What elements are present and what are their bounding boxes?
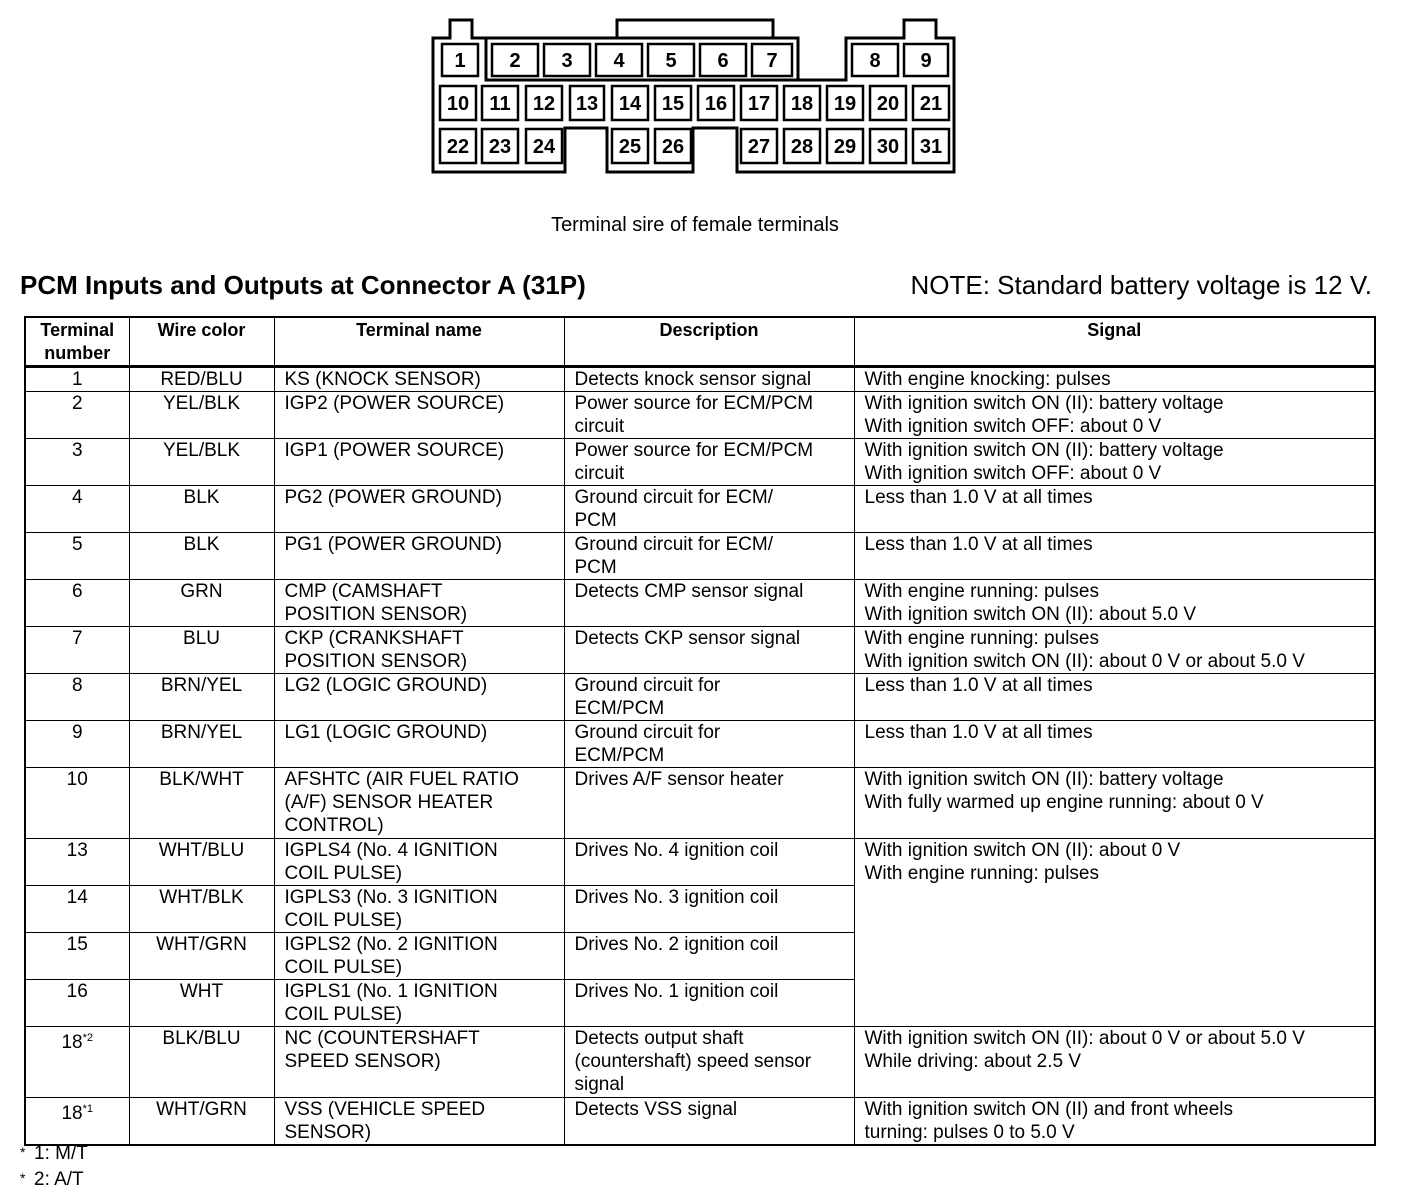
terminal-name-cell: NC (COUNTERSHAFT SPEED SENSOR) — [274, 1027, 564, 1098]
description-cell: Drives No. 1 ignition coil — [564, 980, 854, 1027]
terminal-name-cell: LG2 (LOGIC GROUND) — [274, 674, 564, 721]
pin-label-4: 4 — [613, 50, 625, 72]
terminal-number-cell: 14 — [25, 886, 129, 933]
footnote-1: * 1: M/T — [20, 1143, 88, 1164]
pin-label-26: 26 — [661, 136, 685, 158]
wire-color-cell: BLK — [129, 486, 274, 533]
terminal-name-cell: VSS (VEHICLE SPEED SENSOR) — [274, 1098, 564, 1146]
header-signal: Signal — [854, 317, 1375, 367]
wire-color-cell: YEL/BLK — [129, 392, 274, 439]
wire-color-cell: BRN/YEL — [129, 721, 274, 768]
terminal-number-cell: 9 — [25, 721, 129, 768]
pin-label-24: 24 — [532, 136, 556, 158]
terminal-name-cell: IGPLS4 (No. 4 IGNITION COIL PULSE) — [274, 839, 564, 886]
table-row — [25, 721, 1375, 768]
terminal-number-cell: 2 — [25, 392, 129, 439]
description-cell: Detects VSS signal — [564, 1098, 854, 1146]
terminal-name-cell: IGP1 (POWER SOURCE) — [274, 439, 564, 486]
pin-label-31: 31 — [919, 136, 943, 158]
header-terminal-name: Terminal name — [274, 317, 564, 367]
signal-cell: Less than 1.0 V at all times — [854, 486, 1375, 533]
signal-cell: With ignition switch ON (II): battery voltage With fully warmed up engine running: about 0 V — [854, 768, 1375, 839]
terminal-number-cell: 13 — [25, 839, 129, 886]
header-wire-color: Wire color — [129, 317, 274, 367]
terminal-number-cell: 10 — [25, 768, 129, 839]
wire-color-cell: YEL/BLK — [129, 439, 274, 486]
description-cell: Detects output shaft (countershaft) speed sensor signal — [564, 1027, 854, 1098]
voltage-note: NOTE: Standard battery voltage is 12 V. — [910, 270, 1372, 300]
signal-cell: With ignition switch ON (II): battery voltage With ignition switch OFF: about 0 V — [854, 392, 1375, 439]
table-row — [25, 439, 1375, 486]
terminal-number-cell: 16 — [25, 980, 129, 1027]
connector-key — [617, 20, 773, 38]
table-header-row — [25, 317, 1375, 367]
pin-label-16: 16 — [704, 93, 728, 115]
table-row — [25, 486, 1375, 533]
terminal-name-cell: LG1 (LOGIC GROUND) — [274, 721, 564, 768]
pin-label-11: 11 — [489, 93, 511, 115]
wire-color-cell: BLU — [129, 627, 274, 674]
pin-label-14: 14 — [618, 93, 642, 115]
pin-label-7: 7 — [766, 50, 778, 72]
terminal-name-cell: AFSHTC (AIR FUEL RATIO (A/F) SENSOR HEATER CONTROL) — [274, 768, 564, 839]
wire-color-cell: RED/BLU — [129, 367, 274, 392]
table-row — [25, 1027, 1375, 1098]
terminal-number-cell: 1 — [25, 367, 129, 392]
terminal-name-cell: IGPLS3 (No. 3 IGNITION COIL PULSE) — [274, 886, 564, 933]
wire-color-cell: WHT/GRN — [129, 933, 274, 980]
table-row — [25, 1098, 1375, 1146]
description-cell: Drives No. 2 ignition coil — [564, 933, 854, 980]
table-row — [25, 367, 1375, 392]
pin-label-5: 5 — [665, 50, 677, 72]
terminal-number-cell: 3 — [25, 439, 129, 486]
pin-label-23: 23 — [488, 136, 512, 158]
description-cell: Ground circuit for ECM/ PCM — [564, 486, 854, 533]
terminal-name-cell: KS (KNOCK SENSOR) — [274, 367, 564, 392]
terminal-name-cell: PG1 (POWER GROUND) — [274, 533, 564, 580]
wire-color-cell: GRN — [129, 580, 274, 627]
terminal-number-cell: 7 — [25, 627, 129, 674]
pin-label-8: 8 — [869, 50, 881, 72]
wire-color-cell: WHT/BLK — [129, 886, 274, 933]
description-cell: Drives A/F sensor heater — [564, 768, 854, 839]
description-cell: Power source for ECM/PCM circuit — [564, 392, 854, 439]
description-cell: Drives No. 4 ignition coil — [564, 839, 854, 886]
signal-cell: Less than 1.0 V at all times — [854, 533, 1375, 580]
pin-label-21: 21 — [919, 93, 943, 115]
description-cell: Ground circuit for ECM/ PCM — [564, 533, 854, 580]
wire-color-cell: BLK — [129, 533, 274, 580]
signal-cell: With engine running: pulses With ignition switch ON (II): about 0 V or about 5.0 V — [854, 627, 1375, 674]
table-row — [25, 533, 1375, 580]
terminal-name-cell: CKP (CRANKSHAFT POSITION SENSOR) — [274, 627, 564, 674]
table-row — [25, 627, 1375, 674]
pcm-terminal-table — [24, 316, 1376, 1146]
description-cell: Detects CKP sensor signal — [564, 627, 854, 674]
description-cell: Power source for ECM/PCM circuit — [564, 439, 854, 486]
pin-label-10: 10 — [446, 93, 470, 115]
table-row — [25, 580, 1375, 627]
table-row — [25, 392, 1375, 439]
terminal-name-cell: IGPLS2 (No. 2 IGNITION COIL PULSE) — [274, 933, 564, 980]
diagram-caption: Terminal sire of female terminals — [551, 214, 839, 236]
page-title: PCM Inputs and Outputs at Connector A (31P) — [20, 270, 586, 300]
terminal-name-cell: IGPLS1 (No. 1 IGNITION COIL PULSE) — [274, 980, 564, 1027]
terminal-number-cell: 6 — [25, 580, 129, 627]
signal-cell: With ignition switch ON (II): battery voltage With ignition switch OFF: about 0 V — [854, 439, 1375, 486]
pin-label-1: 1 — [454, 50, 466, 72]
terminal-number-cell: 8 — [25, 674, 129, 721]
terminal-number-cell: 5 — [25, 533, 129, 580]
description-cell: Ground circuit for ECM/PCM — [564, 721, 854, 768]
signal-cell: With engine knocking: pulses — [854, 367, 1375, 392]
pin-label-30: 30 — [876, 136, 900, 158]
table-row — [25, 839, 1375, 886]
terminal-name-cell: IGP2 (POWER SOURCE) — [274, 392, 564, 439]
wire-color-cell: WHT — [129, 980, 274, 1027]
footnote-marker: *2 — [82, 1032, 94, 1044]
pin-label-18: 18 — [790, 93, 814, 115]
terminal-number-cell: 18$^{*1}$ — [25, 1098, 129, 1146]
signal-cell: With engine running: pulses With ignition switch ON (II): about 5.0 V — [854, 580, 1375, 627]
wire-color-cell: BLK/BLU — [129, 1027, 274, 1098]
terminal-number-cell: 15 — [25, 933, 129, 980]
signal-cell: With ignition switch ON (II): about 0 V With engine running: pulses — [854, 839, 1375, 1027]
footnotes — [20, 1140, 88, 1192]
wire-color-cell: BLK/WHT — [129, 768, 274, 839]
pin-label-13: 13 — [575, 93, 599, 115]
pin-label-20: 20 — [876, 93, 900, 115]
pin-label-28: 28 — [790, 136, 814, 158]
table-row — [25, 768, 1375, 839]
pin-label-15: 15 — [661, 93, 685, 115]
footnote-2: * 2: A/T — [20, 1169, 84, 1190]
connector-diagram — [0, 0, 1408, 200]
description-cell: Detects CMP sensor signal — [564, 580, 854, 627]
pin-label-29: 29 — [833, 136, 857, 158]
pin-label-22: 22 — [446, 136, 470, 158]
terminal-number-cell: 4 — [25, 486, 129, 533]
pin-label-19: 19 — [833, 93, 857, 115]
wire-color-cell: WHT/BLU — [129, 839, 274, 886]
pin-label-27: 27 — [747, 136, 771, 158]
pin-label-2: 2 — [509, 50, 521, 72]
header-description: Description — [564, 317, 854, 367]
terminal-number-cell: 18$^{*2}$ — [25, 1027, 129, 1098]
signal-cell: With ignition switch ON (II): about 0 V or about 5.0 V While driving: about 2.5 V — [854, 1027, 1375, 1098]
terminal-name-cell: PG2 (POWER GROUND) — [274, 486, 564, 533]
pin-label-9: 9 — [920, 50, 932, 72]
pin-label-6: 6 — [717, 50, 729, 72]
pin-label-25: 25 — [618, 136, 642, 158]
pin-label-3: 3 — [561, 50, 573, 72]
description-cell: Ground circuit for ECM/PCM — [564, 674, 854, 721]
footnote-marker: *1 — [82, 1103, 94, 1115]
description-cell: Detects knock sensor signal — [564, 367, 854, 392]
table-row — [25, 674, 1375, 721]
pin-label-12: 12 — [532, 93, 556, 115]
wire-color-cell: BRN/YEL — [129, 674, 274, 721]
description-cell: Drives No. 3 ignition coil — [564, 886, 854, 933]
terminal-name-cell: CMP (CAMSHAFT POSITION SENSOR) — [274, 580, 564, 627]
pin-label-17: 17 — [747, 93, 771, 115]
header-terminal-number: Terminal number — [25, 317, 129, 367]
signal-cell: With ignition switch ON (II) and front wheels turning: pulses 0 to 5.0 V — [854, 1098, 1375, 1146]
signal-cell: Less than 1.0 V at all times — [854, 721, 1375, 768]
signal-cell: Less than 1.0 V at all times — [854, 674, 1375, 721]
wire-color-cell: WHT/GRN — [129, 1098, 274, 1146]
